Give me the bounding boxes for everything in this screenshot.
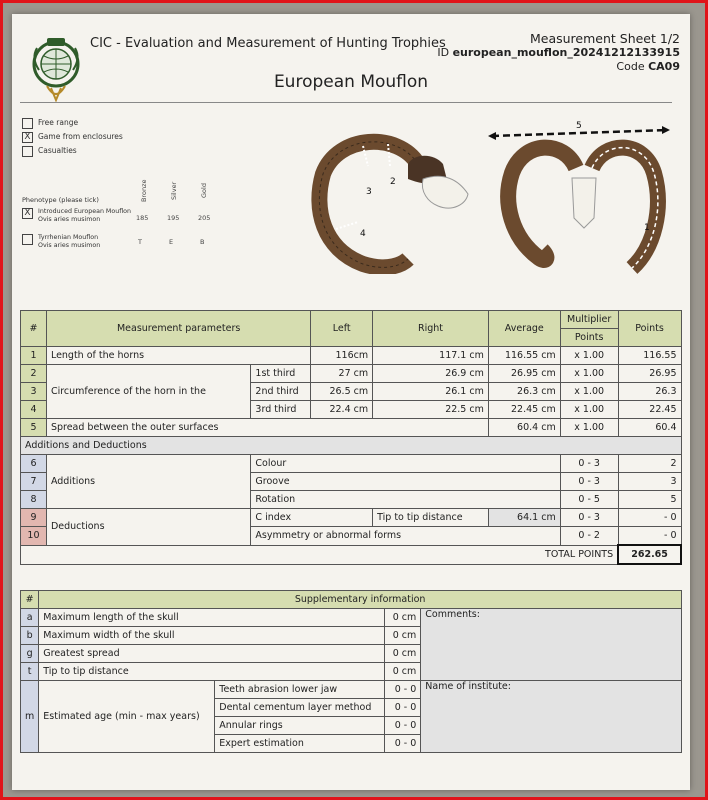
table-cell: Additions bbox=[46, 455, 250, 509]
origin-casualties[interactable]: Casualties bbox=[22, 146, 77, 157]
table-row bbox=[21, 609, 682, 627]
table-cell: x 1.00 bbox=[560, 347, 618, 365]
gold-code: B bbox=[200, 238, 205, 246]
table-cell: Points bbox=[560, 329, 618, 347]
table-cell: Points bbox=[618, 311, 681, 347]
table-cell: 0 - 3 bbox=[560, 473, 618, 491]
table-cell: - 0 bbox=[618, 509, 681, 527]
table-row bbox=[21, 455, 682, 473]
table-cell: Average bbox=[488, 311, 560, 347]
table-cell: Length of the horns bbox=[46, 347, 310, 365]
total-value: 262.65 bbox=[618, 545, 681, 564]
table-cell: 0 - 3 bbox=[560, 455, 618, 473]
bronze-value: 185 bbox=[136, 214, 149, 222]
table-cell: 0 - 0 bbox=[385, 735, 421, 753]
table-cell: 5 bbox=[618, 491, 681, 509]
table-cell: 0 cm bbox=[385, 645, 421, 663]
table-cell: Rotation bbox=[251, 491, 560, 509]
table-cell: 2 bbox=[21, 365, 47, 383]
table-cell: 4 bbox=[21, 401, 47, 419]
table-cell: 22.45 cm bbox=[488, 401, 560, 419]
diagram-label-3: 3 bbox=[366, 187, 372, 197]
table-cell: Deductions bbox=[46, 509, 250, 546]
table-cell: C index bbox=[251, 509, 373, 527]
table-cell: Expert estimation bbox=[215, 735, 385, 753]
supp-header-row bbox=[21, 591, 682, 609]
measurement-sheet bbox=[12, 14, 690, 790]
silver-code: E bbox=[169, 238, 174, 246]
org-title: CIC - Evaluation and Measurement of Hunting Trophies bbox=[90, 36, 446, 51]
table-cell: Dental cementum layer method bbox=[215, 699, 385, 717]
table-cell: Tip to tip distance bbox=[373, 509, 489, 527]
table-cell: 22.45 bbox=[618, 401, 681, 419]
table-cell: Circumference of the horn in the bbox=[46, 365, 250, 419]
table-cell: 0 - 0 bbox=[385, 717, 421, 735]
horn-side-view-diagram bbox=[308, 124, 478, 274]
table-cell: 117.1 cm bbox=[373, 347, 489, 365]
table-cell: Multiplier bbox=[560, 311, 618, 329]
sheet-code: Code CA09 bbox=[616, 60, 680, 73]
table-cell: 26.95 bbox=[618, 365, 681, 383]
table-cell: 116cm bbox=[311, 347, 373, 365]
table-cell: g bbox=[21, 645, 39, 663]
table-cell: 5 bbox=[21, 419, 47, 437]
gold-value: 205 bbox=[198, 214, 211, 222]
medal-bronze-label: Bronze bbox=[140, 179, 148, 202]
comments-box: Comments: bbox=[421, 609, 682, 681]
table-cell: 26.5 cm bbox=[311, 383, 373, 401]
table-header-row bbox=[21, 311, 682, 329]
table-row bbox=[21, 365, 682, 383]
table-cell: 0 - 0 bbox=[385, 699, 421, 717]
table-cell: Teeth abrasion lower jaw bbox=[215, 681, 385, 699]
origin-free-range[interactable]: Free range bbox=[22, 118, 78, 129]
table-cell: Spread between the outer surfaces bbox=[46, 419, 488, 437]
header-divider bbox=[20, 102, 672, 103]
checkbox[interactable]: X bbox=[22, 132, 33, 143]
table-cell: Estimated age (min - max years) bbox=[39, 681, 215, 753]
sheet-info bbox=[437, 32, 680, 74]
table-cell: Greatest spread bbox=[39, 645, 385, 663]
institute-box: Name of institute: bbox=[421, 681, 682, 753]
medal-silver-label: Silver bbox=[170, 181, 178, 200]
table-cell: 3rd third bbox=[251, 401, 311, 419]
table-cell: 26.3 cm bbox=[488, 383, 560, 401]
table-cell: - 0 bbox=[618, 527, 681, 546]
species-title: European Mouflon bbox=[273, 72, 429, 92]
medal-gold-label: Gold bbox=[200, 183, 208, 198]
table-row bbox=[21, 347, 682, 365]
origin-enclosures[interactable]: X Game from enclosures bbox=[22, 132, 123, 143]
table-cell: Maximum length of the skull bbox=[39, 609, 385, 627]
table-cell: 116.55 cm bbox=[488, 347, 560, 365]
phenotype-tyrrhenian[interactable]: Tyrrhenian Mouflon Ovis aries musimon bbox=[22, 234, 132, 250]
table-cell: 2 bbox=[618, 455, 681, 473]
table-cell: t bbox=[21, 663, 39, 681]
table-cell: 116.55 bbox=[618, 347, 681, 365]
table-cell: x 1.00 bbox=[560, 401, 618, 419]
table-cell: 64.1 cm bbox=[488, 509, 560, 527]
table-cell: a bbox=[21, 609, 39, 627]
table-cell: 0 cm bbox=[385, 609, 421, 627]
diagram-label-2: 2 bbox=[390, 177, 396, 187]
sheet-number: Measurement Sheet 1/2 bbox=[529, 31, 680, 46]
table-cell: Maximum width of the skull bbox=[39, 627, 385, 645]
table-cell: 9 bbox=[21, 509, 47, 527]
table-cell: 0 cm bbox=[385, 663, 421, 681]
table-cell: 26.1 cm bbox=[373, 383, 489, 401]
sheet-id: ID european_mouflon_20241212133915 bbox=[437, 46, 680, 59]
table-cell: 60.4 bbox=[618, 419, 681, 437]
table-cell: 7 bbox=[21, 473, 47, 491]
total-label: TOTAL POINTS bbox=[21, 545, 619, 564]
table-cell: 26.95 cm bbox=[488, 365, 560, 383]
table-cell: 22.5 cm bbox=[373, 401, 489, 419]
checkbox[interactable]: X bbox=[22, 208, 33, 219]
diagram-label-4: 4 bbox=[360, 229, 366, 239]
table-cell: x 1.00 bbox=[560, 383, 618, 401]
checkbox[interactable] bbox=[22, 146, 33, 157]
table-cell: Additions and Deductions bbox=[21, 437, 682, 455]
table-cell: Asymmetry or abnormal forms bbox=[251, 527, 560, 546]
table-cell: Measurement parameters bbox=[46, 311, 310, 347]
checkbox[interactable] bbox=[22, 118, 33, 129]
table-cell: 27 cm bbox=[311, 365, 373, 383]
diagram-label-1: 1 bbox=[644, 223, 650, 233]
table-cell: Supplementary information bbox=[39, 591, 682, 609]
measurement-table bbox=[20, 310, 682, 565]
phenotype-title: Phenotype (please tick) bbox=[22, 196, 99, 204]
table-cell: 0 - 3 bbox=[560, 509, 618, 527]
total-row bbox=[21, 545, 682, 564]
table-cell: 0 - 2 bbox=[560, 527, 618, 546]
table-row bbox=[21, 419, 682, 437]
table-cell: 0 - 5 bbox=[560, 491, 618, 509]
cic-logo-icon bbox=[29, 36, 83, 106]
table-cell: m bbox=[21, 681, 39, 753]
table-cell: 3 bbox=[21, 383, 47, 401]
table-cell: 2nd third bbox=[251, 383, 311, 401]
table-cell: 0 cm bbox=[385, 627, 421, 645]
checkbox[interactable] bbox=[22, 234, 33, 245]
table-cell: 8 bbox=[21, 491, 47, 509]
table-cell: Annular rings bbox=[215, 717, 385, 735]
table-cell: 1 bbox=[21, 347, 47, 365]
table-cell: 3 bbox=[618, 473, 681, 491]
table-row bbox=[21, 509, 682, 527]
table-cell: 26.3 bbox=[618, 383, 681, 401]
table-cell: b bbox=[21, 627, 39, 645]
supplementary-table bbox=[20, 590, 682, 753]
table-cell: Colour bbox=[251, 455, 560, 473]
table-cell: 0 - 0 bbox=[385, 681, 421, 699]
silver-value: 195 bbox=[167, 214, 180, 222]
table-cell: # bbox=[21, 311, 47, 347]
table-cell: Groove bbox=[251, 473, 560, 491]
table-cell: Right bbox=[373, 311, 489, 347]
bronze-code: T bbox=[138, 238, 142, 246]
table-cell: 60.4 cm bbox=[488, 419, 560, 437]
diagram-label-5: 5 bbox=[576, 121, 582, 131]
table-cell: Left bbox=[311, 311, 373, 347]
table-cell: 22.4 cm bbox=[311, 401, 373, 419]
table-cell: Tip to tip distance bbox=[39, 663, 385, 681]
table-cell: 1st third bbox=[251, 365, 311, 383]
table-cell: 26.9 cm bbox=[373, 365, 489, 383]
table-cell: x 1.00 bbox=[560, 365, 618, 383]
phenotype-european[interactable]: X Introduced European Mouflon Ovis aries musimon bbox=[22, 208, 132, 224]
table-cell: 6 bbox=[21, 455, 47, 473]
table-cell: 10 bbox=[21, 527, 47, 546]
additions-deductions-header bbox=[21, 437, 682, 455]
table-cell: # bbox=[21, 591, 39, 609]
horn-front-view-diagram bbox=[484, 118, 674, 278]
table-cell: x 1.00 bbox=[560, 419, 618, 437]
table-row bbox=[21, 681, 682, 699]
